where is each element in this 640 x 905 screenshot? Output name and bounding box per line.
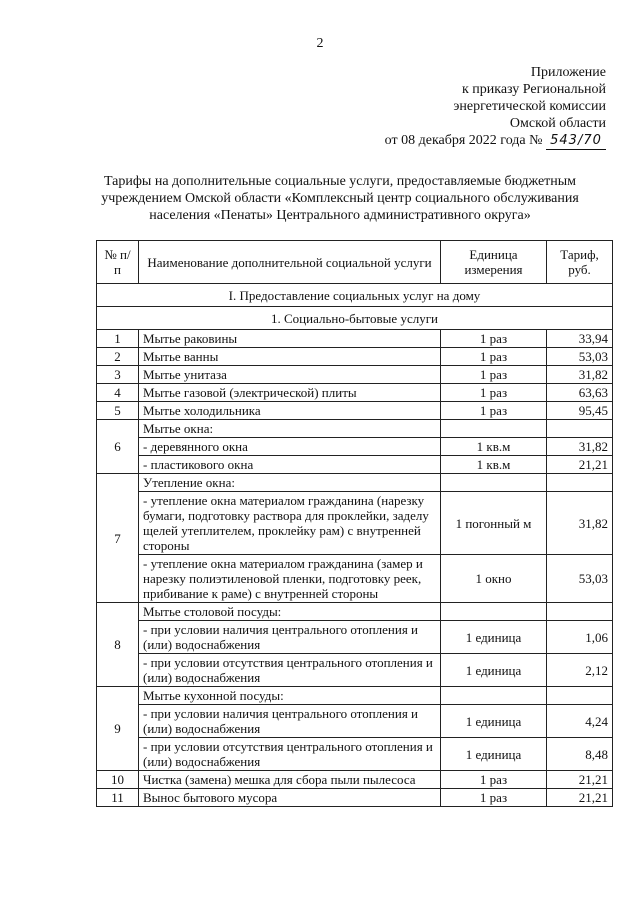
table-row	[97, 348, 613, 366]
table-row	[97, 705, 613, 738]
table-row	[97, 330, 613, 348]
empty-cell	[547, 420, 613, 438]
row-unit: 1 раз	[441, 330, 547, 348]
row-price: 21,21	[547, 456, 613, 474]
row-price: 31,82	[547, 366, 613, 384]
row-unit: 1 раз	[441, 366, 547, 384]
row-unit: 1 единица	[441, 705, 547, 738]
document-title: Тарифы на дополнительные социальные услуги, предоставляемые бюджетным учреждением Омской области «Комплексный центр социального обслуживания населения «Пенаты» Центрального административного округа»	[101, 174, 579, 223]
header-unit: Единица измерения	[441, 241, 547, 284]
subsection-row	[97, 307, 613, 330]
row-price: 53,03	[547, 555, 613, 603]
row-name: - утепление окна материалом гражданина (замер и нарезку полиэтиленовой пленки, подготовку реек, прибивание к раме) с внутренней стороны	[139, 555, 441, 603]
row-price: 95,45	[547, 402, 613, 420]
table-row	[97, 654, 613, 687]
table-row	[97, 366, 613, 384]
row-num: 11	[97, 789, 139, 807]
group-num: 7	[97, 474, 139, 603]
row-name: - при условии наличия центрального отопления и (или) водоснабжения	[139, 621, 441, 654]
row-unit: 1 единица	[441, 738, 547, 771]
row-unit: 1 раз	[441, 402, 547, 420]
group-title: Утепление окна:	[139, 474, 441, 492]
row-name: - при условии отсутствия центрального отопления и (или) водоснабжения	[139, 738, 441, 771]
header-name: Наименование дополнительной социальной услуги	[139, 241, 441, 284]
row-unit: 1 раз	[441, 348, 547, 366]
group-title-row	[97, 603, 613, 621]
appendix-line: к приказу Региональной	[461, 82, 606, 97]
group-title: Мытье кухонной посуды:	[139, 687, 441, 705]
row-name: Мытье газовой (электрической) плиты	[139, 384, 441, 402]
row-num: 3	[97, 366, 139, 384]
row-name: - утепление окна материалом гражданина (нарезку бумаги, подготовку раствора для проклейки, заделу щелей утеплителем, проклейку рам) с внутренней стороны	[139, 492, 441, 555]
row-unit: 1 раз	[441, 771, 547, 789]
header-num: № п/п	[97, 241, 139, 284]
row-num: 1	[97, 330, 139, 348]
row-price: 21,21	[547, 789, 613, 807]
empty-cell	[441, 420, 547, 438]
table-row	[97, 492, 613, 555]
row-name: Мытье унитаза	[139, 366, 441, 384]
table-row	[97, 555, 613, 603]
empty-cell	[547, 687, 613, 705]
group-title-row	[97, 474, 613, 492]
row-name: Мытье раковины	[139, 330, 441, 348]
row-price: 8,48	[547, 738, 613, 771]
row-price: 2,12	[547, 654, 613, 687]
order-number: 543/70	[546, 132, 606, 150]
row-unit: 1 кв.м	[441, 456, 547, 474]
empty-cell	[547, 474, 613, 492]
group-title-row	[97, 420, 613, 438]
row-price: 53,03	[547, 348, 613, 366]
row-unit: 1 единица	[441, 621, 547, 654]
section-title: I. Предоставление социальных услуг на дому	[97, 284, 613, 307]
table-row	[97, 438, 613, 456]
tariff-table	[96, 240, 613, 807]
row-price: 4,24	[547, 705, 613, 738]
page-number: 2	[316, 36, 324, 51]
row-name: Вынос бытового мусора	[139, 789, 441, 807]
row-name: Мытье холодильника	[139, 402, 441, 420]
row-price: 63,63	[547, 384, 613, 402]
row-price: 33,94	[547, 330, 613, 348]
table-row	[97, 621, 613, 654]
table-row	[97, 456, 613, 474]
row-name: - при условии отсутствия центрального отопления и (или) водоснабжения	[139, 654, 441, 687]
group-title: Мытье столовой посуды:	[139, 603, 441, 621]
table-header-row	[97, 241, 613, 284]
row-unit: 1 раз	[441, 789, 547, 807]
appendix-line: Приложение	[530, 65, 606, 80]
row-price: 31,82	[547, 438, 613, 456]
table-row	[97, 384, 613, 402]
header-price: Тариф, руб.	[547, 241, 613, 284]
appendix-block	[385, 64, 606, 150]
group-title-row	[97, 687, 613, 705]
group-num: 8	[97, 603, 139, 687]
row-name: Мытье ванны	[139, 348, 441, 366]
group-num: 6	[97, 420, 139, 474]
appendix-date: от 08 декабря 2022 года №	[384, 133, 543, 148]
empty-cell	[441, 474, 547, 492]
row-name: - деревянного окна	[139, 438, 441, 456]
section-row	[97, 284, 613, 307]
row-unit: 1 окно	[441, 555, 547, 603]
row-num: 10	[97, 771, 139, 789]
appendix-line: энергетической комиссии	[453, 99, 606, 114]
table-row	[97, 402, 613, 420]
row-num: 5	[97, 402, 139, 420]
empty-cell	[547, 603, 613, 621]
row-price: 31,82	[547, 492, 613, 555]
row-name: - пластикового окна	[139, 456, 441, 474]
row-price: 1,06	[547, 621, 613, 654]
table-row	[97, 789, 613, 807]
group-title: Мытье окна:	[139, 420, 441, 438]
row-name: Чистка (замена) мешка для сбора пыли пылесоса	[139, 771, 441, 789]
empty-cell	[441, 687, 547, 705]
subsection-title: 1. Социально-бытовые услуги	[97, 307, 613, 330]
table-row	[97, 771, 613, 789]
row-num: 4	[97, 384, 139, 402]
row-name: - при условии наличия центрального отопления и (или) водоснабжения	[139, 705, 441, 738]
row-price: 21,21	[547, 771, 613, 789]
appendix-date-line	[385, 132, 606, 150]
row-unit: 1 раз	[441, 384, 547, 402]
row-unit: 1 кв.м	[441, 438, 547, 456]
appendix-line: Омской области	[509, 116, 606, 131]
row-unit: 1 погонный м	[441, 492, 547, 555]
empty-cell	[441, 603, 547, 621]
table-row	[97, 738, 613, 771]
row-num: 2	[97, 348, 139, 366]
row-unit: 1 единица	[441, 654, 547, 687]
group-num: 9	[97, 687, 139, 771]
